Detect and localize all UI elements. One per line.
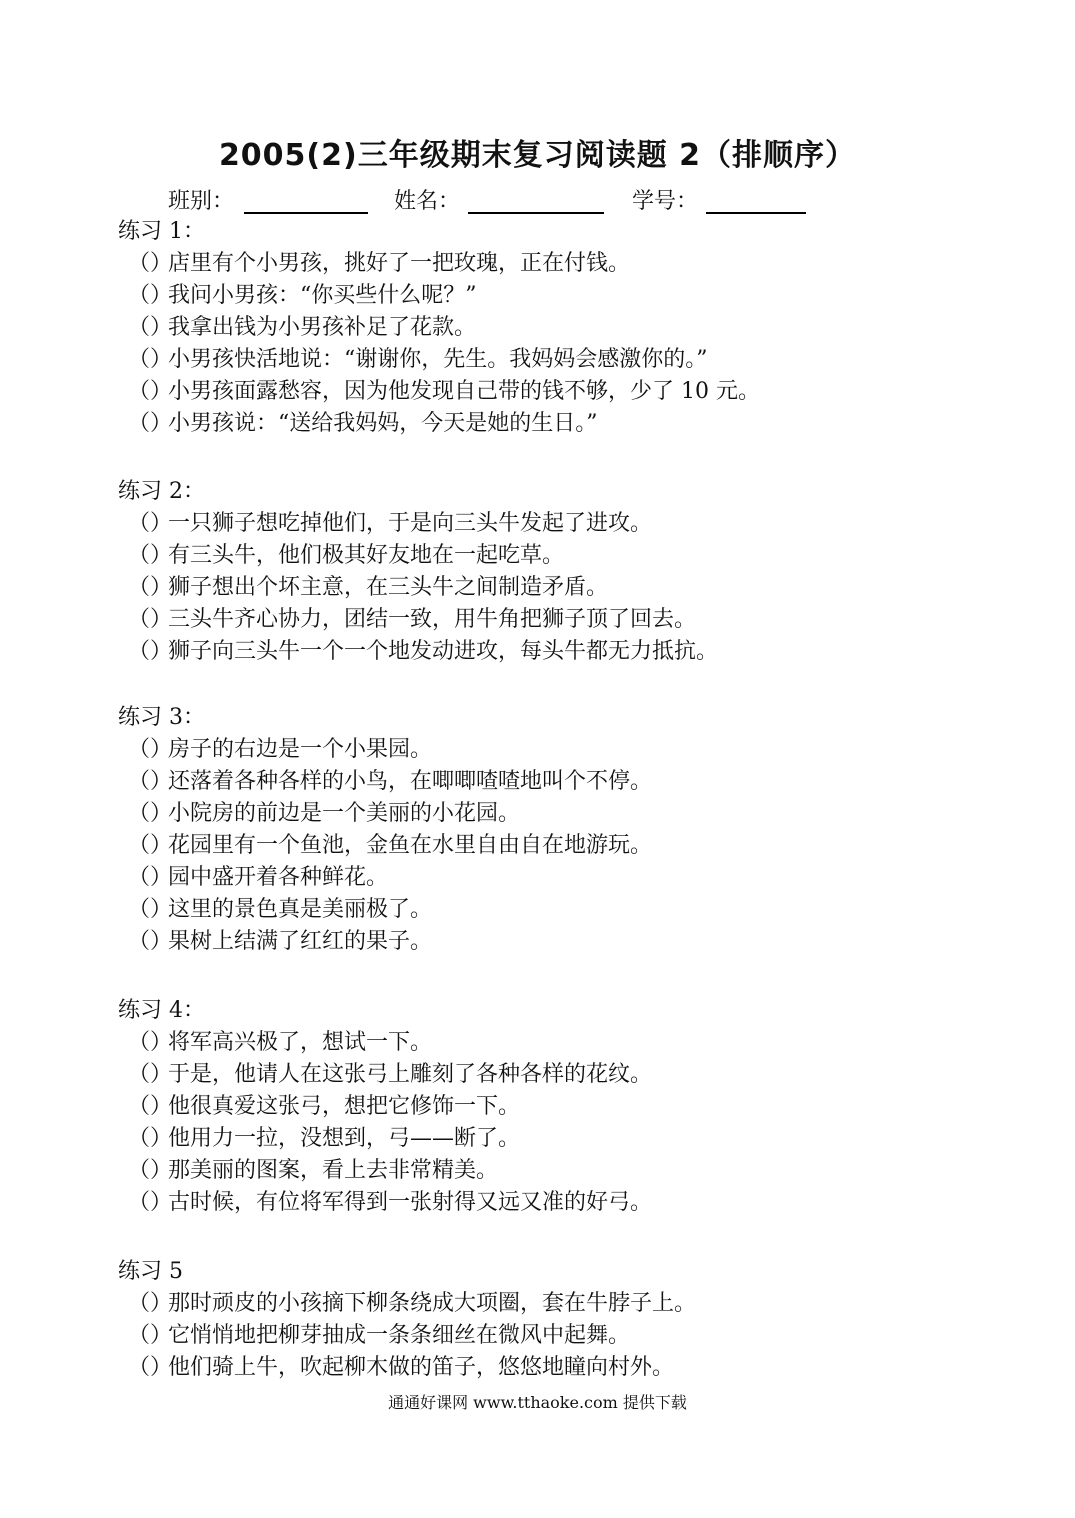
item-text: 我拿出钱为小男孩补足了花款。: [168, 315, 477, 340]
item-text: 小男孩说：“送给我妈妈，今天是她的生日。”: [168, 411, 598, 436]
answer-paren[interactable]: （）: [128, 1323, 173, 1348]
item-text: 狮子想出个坏主意，在三头牛之间制造矛盾。: [168, 575, 609, 600]
item-text: 他很真爱这张弓，想把它修饰一下。: [168, 1094, 521, 1119]
list-item: [118, 766, 1018, 798]
answer-paren[interactable]: （）: [128, 1062, 173, 1087]
answer-paren[interactable]: （）: [128, 1030, 173, 1055]
answer-paren[interactable]: （）: [128, 865, 173, 890]
answer-paren[interactable]: （）: [128, 347, 173, 372]
answer-paren[interactable]: （）: [128, 575, 173, 600]
number-label: 学号：: [632, 189, 699, 214]
answer-paren[interactable]: （）: [128, 379, 173, 404]
item-text: 我问小男孩：“你买些什么呢？”: [168, 283, 477, 308]
item-text: 将军高兴极了，想试一下。: [168, 1030, 433, 1055]
class-label: 班别：: [168, 189, 235, 214]
exercise-5: [118, 1256, 1018, 1384]
list-item: [118, 894, 1018, 926]
item-text: 古时候，有位将军得到一张射得又远又准的好弓。: [168, 1190, 653, 1215]
list-item: [118, 376, 1018, 408]
student-info-row: [168, 184, 868, 216]
answer-paren[interactable]: （）: [128, 929, 173, 954]
list-item: [118, 926, 1018, 958]
item-text: 那美丽的图案，看上去非常精美。: [168, 1158, 499, 1183]
item-text: 三头牛齐心协力，团结一致，用牛角把狮子顶了回去。: [168, 607, 697, 632]
answer-paren[interactable]: （）: [128, 607, 173, 632]
exercise-title: 练习 4：: [118, 998, 205, 1023]
list-item: [118, 572, 1018, 604]
list-item: [118, 1320, 1018, 1352]
list-item: [118, 734, 1018, 766]
item-text: 房子的右边是一个小果园。: [168, 737, 433, 762]
exercise-title: 练习 2：: [118, 479, 205, 504]
list-item: [118, 604, 1018, 636]
list-item: [118, 1123, 1018, 1155]
answer-paren[interactable]: （）: [128, 543, 173, 568]
answer-paren[interactable]: （）: [128, 411, 173, 436]
list-item: [118, 312, 1018, 344]
exercise-title: 练习 5: [118, 1259, 183, 1284]
item-text: 它悄悄地把柳芽抽成一条条细丝在微风中起舞。: [168, 1323, 631, 1348]
list-item: [118, 280, 1018, 312]
item-text: 小院房的前边是一个美丽的小花园。: [168, 801, 521, 826]
list-item: [118, 1059, 1018, 1091]
answer-paren[interactable]: （）: [128, 801, 173, 826]
item-text: 这里的景色真是美丽极了。: [168, 897, 433, 922]
item-text: 狮子向三头牛一个一个地发动进攻，每头牛都无力抵抗。: [168, 639, 719, 664]
name-label: 姓名：: [394, 189, 461, 214]
answer-paren[interactable]: （）: [128, 737, 173, 762]
list-item: [118, 1155, 1018, 1187]
name-blank[interactable]: [468, 212, 604, 214]
list-item: [118, 344, 1018, 376]
item-text: 园中盛开着各种鲜花。: [168, 865, 389, 890]
list-item: [118, 1027, 1018, 1059]
list-item: [118, 1187, 1018, 1219]
list-item: [118, 508, 1018, 540]
answer-paren[interactable]: （）: [128, 1355, 173, 1380]
number-blank[interactable]: [706, 212, 806, 214]
item-text: 小男孩面露愁容，因为他发现自己带的钱不够，少了 10 元。: [168, 379, 760, 404]
list-item: [118, 798, 1018, 830]
list-item: [118, 540, 1018, 572]
answer-paren[interactable]: （）: [128, 769, 173, 794]
answer-paren[interactable]: （）: [128, 315, 173, 340]
item-text: 花园里有一个鱼池，金鱼在水里自由自在地游玩。: [168, 833, 653, 858]
answer-paren[interactable]: （）: [128, 1291, 173, 1316]
answer-paren[interactable]: （）: [128, 1190, 173, 1215]
answer-paren[interactable]: （）: [128, 511, 173, 536]
list-item: [118, 248, 1018, 280]
exercise-title: 练习 1：: [118, 219, 205, 244]
answer-paren[interactable]: （）: [128, 1126, 173, 1151]
item-text: 他用力一拉，没想到，弓——断了。: [168, 1126, 521, 1151]
answer-paren[interactable]: （）: [128, 897, 173, 922]
item-text: 那时顽皮的小孩摘下柳条绕成大项圈，套在牛脖子上。: [168, 1291, 697, 1316]
list-item: [118, 1288, 1018, 1320]
item-text: 果树上结满了红红的果子。: [168, 929, 433, 954]
answer-paren[interactable]: （）: [128, 1158, 173, 1183]
item-text: 还落着各种各样的小鸟，在唧唧喳喳地叫个不停。: [168, 769, 653, 794]
answer-paren[interactable]: （）: [128, 251, 173, 276]
list-item: [118, 1091, 1018, 1123]
item-text: 一只狮子想吃掉他们，于是向三头牛发起了进攻。: [168, 511, 653, 536]
answer-paren[interactable]: （）: [128, 639, 173, 664]
item-text: 他们骑上牛，吹起柳木做的笛子，悠悠地瞳向村外。: [168, 1355, 675, 1380]
answer-paren[interactable]: （）: [128, 283, 173, 308]
item-text: 有三头牛，他们极其好友地在一起吃草。: [168, 543, 565, 568]
item-text: 小男孩快活地说：“谢谢你，先生。我妈妈会感激你的。”: [168, 347, 708, 372]
exercise-2: [118, 476, 1018, 668]
page-title: 2005(2)三年级期末复习阅读题 2（排顺序）: [218, 138, 857, 173]
exercise-1: [118, 216, 1018, 440]
answer-paren[interactable]: （）: [128, 833, 173, 858]
class-blank[interactable]: [244, 212, 368, 214]
list-item: [118, 1352, 1018, 1384]
exercise-4: [118, 995, 1018, 1219]
list-item: [118, 636, 1018, 668]
item-text: 于是，他请人在这张弓上雕刻了各种各样的花纹。: [168, 1062, 653, 1087]
list-item: [118, 862, 1018, 894]
exercise-3: [118, 702, 1018, 958]
item-text: 店里有个小男孩，挑好了一把玫瑰，正在付钱。: [168, 251, 631, 276]
list-item: [118, 830, 1018, 862]
list-item: [118, 408, 1018, 440]
exercise-title: 练习 3：: [118, 705, 205, 730]
page-footer: 通通好课网 www.tthaoke.com 提供下载: [388, 1393, 687, 1412]
answer-paren[interactable]: （）: [128, 1094, 173, 1119]
